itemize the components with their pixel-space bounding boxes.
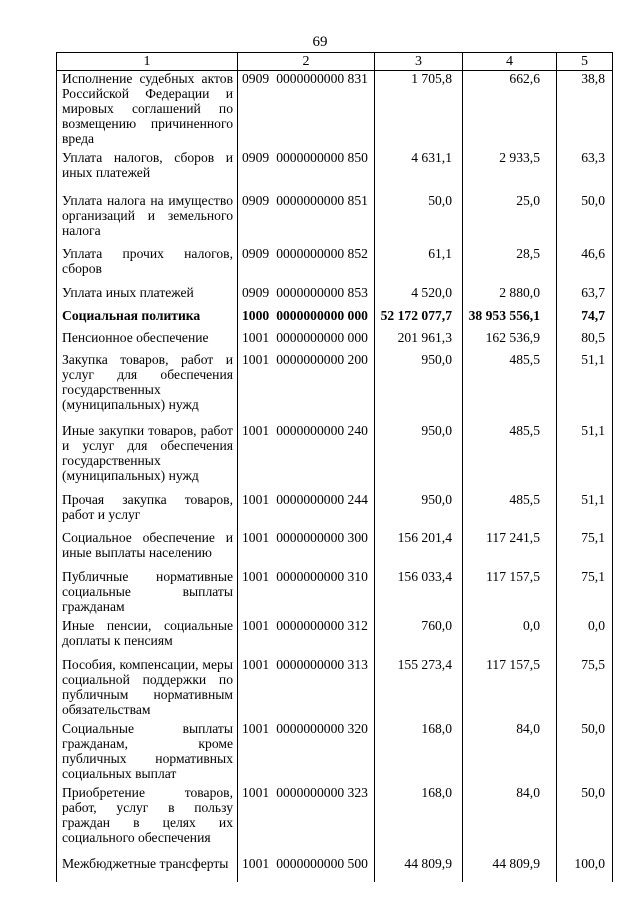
row-section-code: 0909 — [242, 71, 270, 86]
row-name-cell — [57, 242, 238, 281]
row-value-4: 84,0 — [463, 781, 557, 852]
row-code-cell — [238, 189, 375, 242]
table-row — [57, 281, 613, 304]
row-expense-code: 0000000000 852 — [276, 246, 368, 261]
row-expense-code: 0000000000 853 — [276, 285, 368, 300]
table-row — [57, 304, 613, 326]
row-expense-code: 0000000000 500 — [276, 856, 368, 871]
row-value-5: 75,1 — [557, 526, 613, 565]
row-expense-code: 0000000000 300 — [276, 530, 368, 545]
page-number: 69 — [312, 34, 328, 50]
row-name-cell — [57, 653, 238, 717]
table-row — [57, 419, 613, 488]
row-code-cell — [238, 653, 375, 717]
budget-table — [56, 52, 613, 882]
row-value-3: 155 273,4 — [375, 653, 463, 717]
row-name: Прочая закупка товаров, работ и услуг — [62, 492, 233, 522]
row-value-3: 201 961,3 — [375, 326, 463, 348]
row-expense-code: 0000000000 244 — [276, 492, 368, 507]
row-section-code: 1001 — [242, 530, 270, 545]
table-row — [57, 348, 613, 419]
row-value-3: 4 520,0 — [375, 281, 463, 304]
row-section-code: 0909 — [242, 150, 270, 165]
row-value-5: 46,6 — [557, 242, 613, 281]
row-value-5: 50,0 — [557, 717, 613, 781]
row-name-cell — [57, 565, 238, 614]
table-row — [57, 488, 613, 526]
row-section-code: 1001 — [242, 856, 270, 871]
row-value-5: 50,0 — [557, 189, 613, 242]
row-value-5: 51,1 — [557, 348, 613, 419]
row-name: Иные пенсии, социальные доплаты к пенсиям — [62, 618, 233, 648]
row-value-3: 168,0 — [375, 781, 463, 852]
row-value-3: 44 809,9 — [375, 852, 463, 882]
row-name-cell — [57, 189, 238, 242]
row-section-code: 1001 — [242, 721, 270, 736]
row-name: Уплата налогов, сборов и иных платежей — [62, 150, 233, 180]
row-section-code: 1001 — [242, 618, 270, 633]
row-value-4: 117 157,5 — [463, 565, 557, 614]
row-value-3: 950,0 — [375, 488, 463, 526]
row-name: Иные закупки товаров, работ и услуг для обеспечения государственных (муниципальных) нужд — [62, 423, 233, 483]
row-code-cell — [238, 71, 375, 147]
table-row — [57, 189, 613, 242]
row-name-cell — [57, 717, 238, 781]
row-section-code: 1001 — [242, 330, 270, 345]
row-code-cell — [238, 488, 375, 526]
row-value-4: 0,0 — [463, 614, 557, 653]
row-name: Исполнение судебных актов Российской Федерации и мировых соглашений по возмещению причиненного вреда — [62, 71, 233, 146]
row-value-3: 1 705,8 — [375, 71, 463, 147]
row-value-4: 485,5 — [463, 419, 557, 488]
table-row — [57, 614, 613, 653]
row-name: Уплата налога на имущество организаций и земельного налога — [62, 193, 233, 238]
row-expense-code: 0000000000 313 — [276, 657, 368, 672]
row-name-cell — [57, 71, 238, 147]
row-expense-code: 0000000000 831 — [276, 71, 368, 86]
row-code-cell — [238, 281, 375, 304]
table-row — [57, 71, 613, 147]
row-expense-code: 0000000000 000 — [276, 308, 368, 323]
row-expense-code: 0000000000 323 — [276, 785, 368, 800]
row-section-code: 0909 — [242, 285, 270, 300]
table-body — [57, 71, 613, 883]
row-name: Уплата иных платежей — [62, 285, 194, 300]
row-value-3: 950,0 — [375, 348, 463, 419]
row-expense-code: 0000000000 310 — [276, 569, 368, 584]
row-value-5: 38,8 — [557, 71, 613, 147]
row-value-4: 2 880,0 — [463, 281, 557, 304]
column-header-5: 5 — [557, 53, 613, 71]
row-name-cell — [57, 348, 238, 419]
row-name-cell — [57, 781, 238, 852]
row-value-3: 950,0 — [375, 419, 463, 488]
row-code-cell — [238, 852, 375, 882]
row-expense-code: 0000000000 000 — [276, 330, 368, 345]
row-name: Пенсионное обеспечение — [62, 330, 209, 345]
row-value-4: 485,5 — [463, 348, 557, 419]
row-value-5: 75,1 — [557, 565, 613, 614]
row-value-3: 156 033,4 — [375, 565, 463, 614]
row-value-5: 75,5 — [557, 653, 613, 717]
row-name: Приобретение товаров, работ, услуг в пользу граждан в целях их социального обеспечения — [62, 785, 233, 845]
row-code-cell — [238, 242, 375, 281]
row-name-cell — [57, 614, 238, 653]
row-name-cell — [57, 304, 238, 326]
budget-table-container — [56, 52, 612, 882]
row-section-code: 1001 — [242, 569, 270, 584]
row-value-4: 162 536,9 — [463, 326, 557, 348]
table-row — [57, 717, 613, 781]
row-name: Публичные нормативные социальные выплаты гражданам — [62, 569, 233, 614]
row-value-4: 25,0 — [463, 189, 557, 242]
row-value-5: 63,3 — [557, 146, 613, 189]
row-value-4: 84,0 — [463, 717, 557, 781]
row-value-4: 117 157,5 — [463, 653, 557, 717]
row-name-cell — [57, 419, 238, 488]
row-value-3: 61,1 — [375, 242, 463, 281]
row-name: Межбюджетные трансферты — [62, 856, 229, 871]
row-value-3: 168,0 — [375, 717, 463, 781]
row-code-cell — [238, 614, 375, 653]
row-value-4: 38 953 556,1 — [463, 304, 557, 326]
table-row — [57, 326, 613, 348]
row-value-4: 2 933,5 — [463, 146, 557, 189]
row-name-cell — [57, 281, 238, 304]
row-section-code: 0909 — [242, 246, 270, 261]
row-value-4: 44 809,9 — [463, 852, 557, 882]
row-section-code: 1001 — [242, 785, 270, 800]
row-expense-code: 0000000000 200 — [276, 352, 368, 367]
row-name: Уплата прочих налогов, сборов — [62, 246, 233, 276]
column-header-2: 2 — [238, 53, 375, 71]
row-code-cell — [238, 304, 375, 326]
row-value-5: 100,0 — [557, 852, 613, 882]
row-code-cell — [238, 146, 375, 189]
column-header-4: 4 — [463, 53, 557, 71]
row-name-cell — [57, 852, 238, 882]
row-name: Социальное обеспечение и иные выплаты населению — [62, 530, 233, 560]
row-name-cell — [57, 146, 238, 189]
row-value-4: 117 241,5 — [463, 526, 557, 565]
row-value-5: 50,0 — [557, 781, 613, 852]
row-expense-code: 0000000000 312 — [276, 618, 368, 633]
row-expense-code: 0000000000 320 — [276, 721, 368, 736]
row-section-code: 1001 — [242, 423, 270, 438]
row-value-5: 80,5 — [557, 326, 613, 348]
table-row — [57, 653, 613, 717]
row-expense-code: 0000000000 240 — [276, 423, 368, 438]
table-row — [57, 852, 613, 882]
row-code-cell — [238, 326, 375, 348]
table-row — [57, 146, 613, 189]
row-name-cell — [57, 326, 238, 348]
row-section-code: 1001 — [242, 352, 270, 367]
row-code-cell — [238, 419, 375, 488]
row-value-5: 51,1 — [557, 488, 613, 526]
table-row — [57, 565, 613, 614]
row-code-cell — [238, 717, 375, 781]
row-code-cell — [238, 348, 375, 419]
row-name-cell — [57, 488, 238, 526]
row-value-3: 4 631,1 — [375, 146, 463, 189]
row-value-3: 156 201,4 — [375, 526, 463, 565]
row-section-code: 1001 — [242, 657, 270, 672]
row-expense-code: 0000000000 850 — [276, 150, 368, 165]
row-code-cell — [238, 781, 375, 852]
row-name: Закупка товаров, работ и услуг для обеспечения государственных (муниципальных) нужд — [62, 352, 233, 412]
row-expense-code: 0000000000 851 — [276, 193, 368, 208]
row-value-4: 662,6 — [463, 71, 557, 147]
column-header-1: 1 — [57, 53, 238, 71]
row-name: Социальные выплаты гражданам, кроме публичных нормативных социальных выплат — [62, 721, 233, 781]
row-code-cell — [238, 526, 375, 565]
row-code-cell — [238, 565, 375, 614]
row-name: Социальная политика — [62, 308, 201, 323]
row-value-3: 760,0 — [375, 614, 463, 653]
row-name-cell — [57, 526, 238, 565]
row-value-4: 28,5 — [463, 242, 557, 281]
header-row — [57, 53, 613, 71]
row-value-5: 74,7 — [557, 304, 613, 326]
row-value-4: 485,5 — [463, 488, 557, 526]
row-name: Пособия, компенсации, меры социальной поддержки по публичным нормативным обязательствам — [62, 657, 233, 717]
table-header — [57, 53, 613, 71]
column-header-3: 3 — [375, 53, 463, 71]
row-value-3: 52 172 077,7 — [375, 304, 463, 326]
row-value-5: 63,7 — [557, 281, 613, 304]
table-row — [57, 242, 613, 281]
table-row — [57, 526, 613, 565]
row-value-5: 51,1 — [557, 419, 613, 488]
row-value-3: 50,0 — [375, 189, 463, 242]
row-value-5: 0,0 — [557, 614, 613, 653]
row-section-code: 1001 — [242, 492, 270, 507]
row-section-code: 1000 — [242, 308, 270, 323]
row-section-code: 0909 — [242, 193, 270, 208]
table-row — [57, 781, 613, 852]
